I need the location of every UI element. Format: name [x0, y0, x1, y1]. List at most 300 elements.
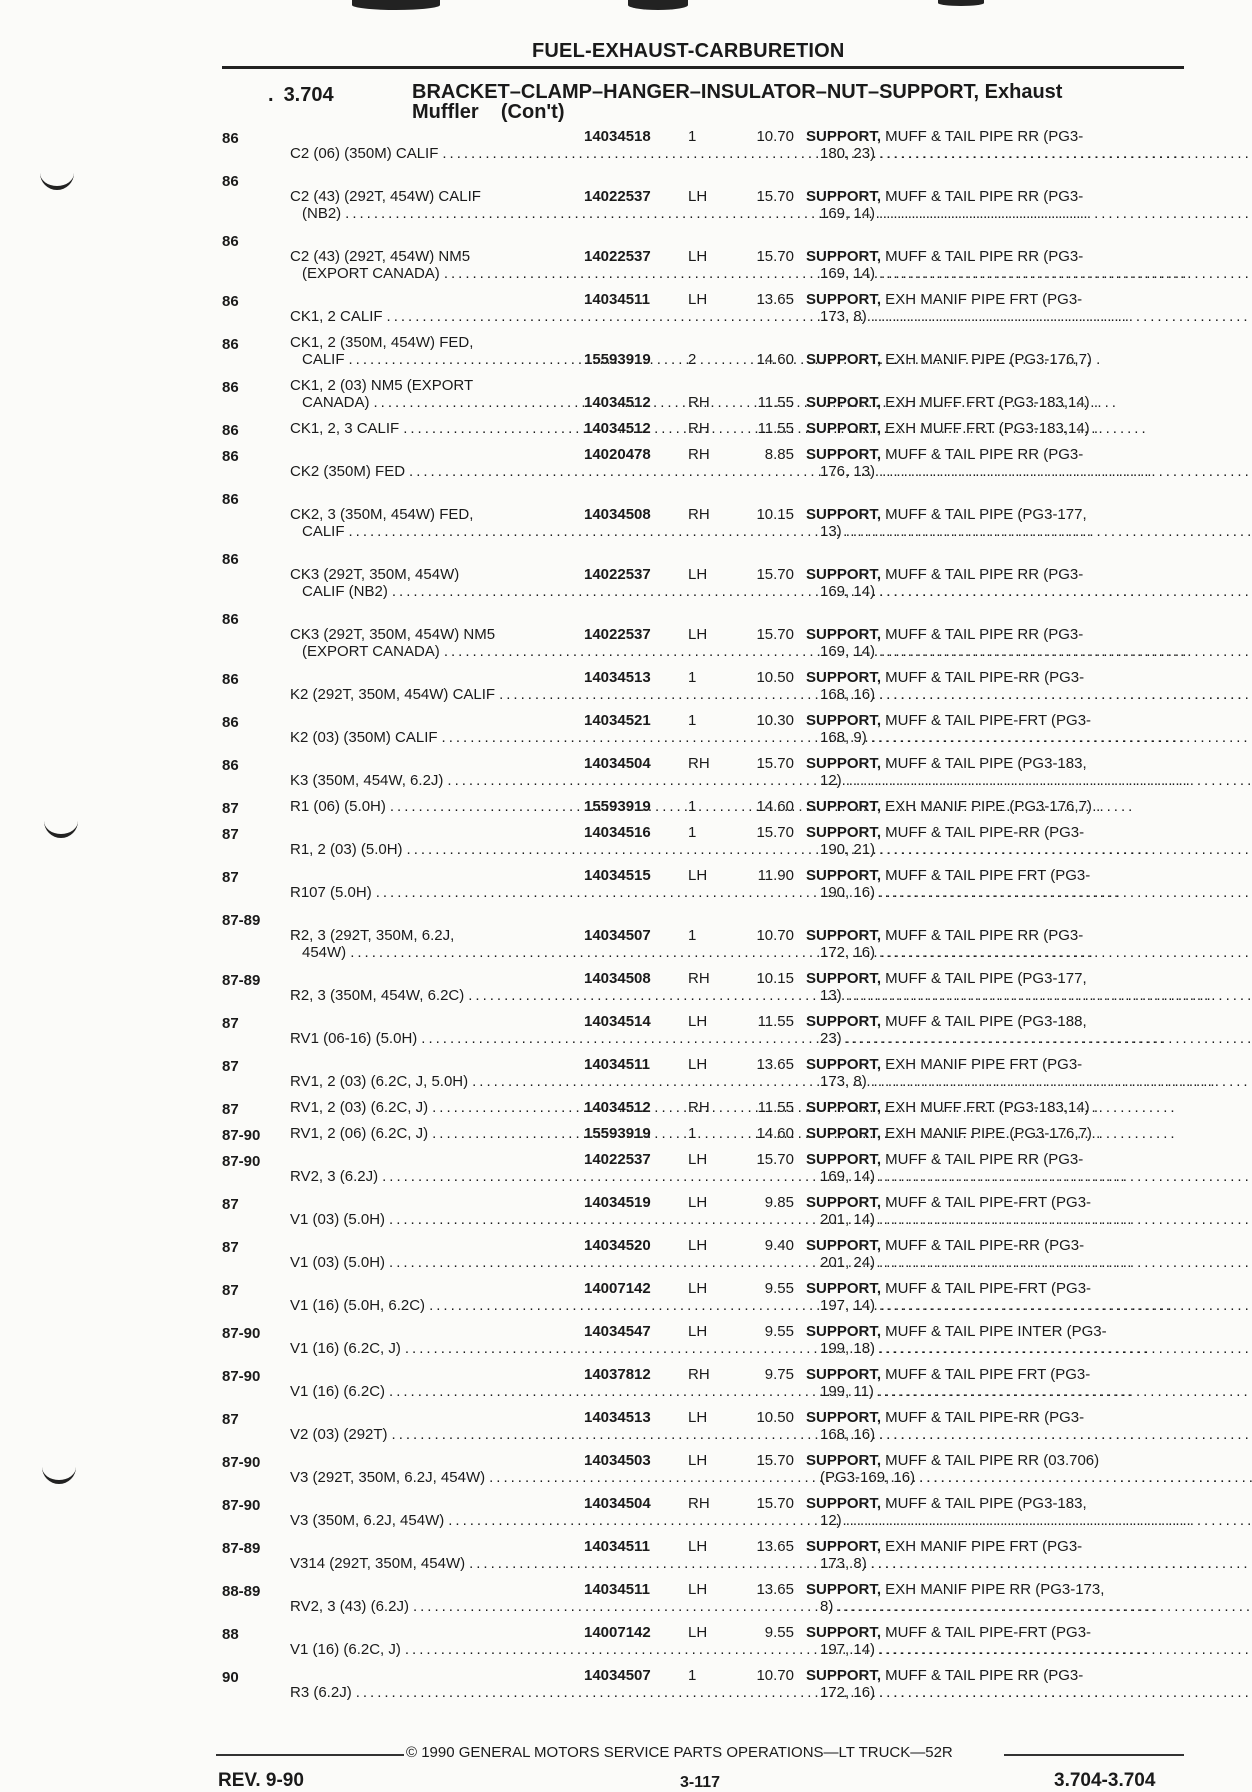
application-text: V1 (16) (6.2C, J)	[290, 1641, 401, 1658]
application-line	[290, 686, 580, 703]
quantity: 1	[688, 798, 697, 815]
description-text: 169, 14)	[820, 205, 876, 222]
dot-leader	[385, 1211, 1134, 1228]
model-year: 87-90	[222, 1325, 261, 1342]
description-text: 190, 16)	[820, 884, 876, 901]
application	[290, 841, 580, 858]
table-row	[222, 231, 1187, 282]
dot-leader	[385, 1383, 1134, 1400]
part-info	[580, 1194, 806, 1211]
model-year: 86	[222, 491, 239, 508]
model-year: 86	[222, 336, 239, 353]
part-number: 14034514	[584, 1013, 651, 1030]
application-line	[290, 798, 580, 815]
model-year: 90	[222, 1669, 239, 1686]
description-line: SUPPORT, MUFF & TAIL PIPE-FRT (PG3-	[806, 712, 1092, 729]
application-line	[290, 1512, 580, 1529]
price: 13.65	[756, 1538, 794, 1555]
quantity: RH	[688, 1495, 710, 1512]
catalog-number-text: 3.704	[283, 84, 334, 106]
quantity: LH	[688, 188, 708, 205]
quantity: LH	[688, 1056, 708, 1073]
table-row	[222, 420, 1187, 437]
description-line: SUPPORT, MUFF & TAIL PIPE (PG3-188,	[806, 1013, 1087, 1030]
application-line	[290, 772, 580, 789]
application	[290, 1125, 580, 1142]
part-number: 14034504	[584, 1495, 651, 1512]
dot-leader	[428, 1125, 1177, 1142]
application-text: (EXPORT CANADA)	[302, 265, 440, 282]
quantity: LH	[688, 1581, 708, 1598]
quantity: RH	[688, 394, 710, 411]
price: 14.60	[756, 351, 794, 368]
application-line: CK1, 2 (350M, 454W) FED,	[290, 334, 474, 351]
model-year: 87-90	[222, 1454, 261, 1471]
application-line: CK3 (292T, 350M, 454W)	[290, 566, 460, 583]
part-number: 14022537	[584, 566, 651, 583]
table-row	[222, 1538, 1187, 1572]
dot-leader	[401, 1340, 1150, 1357]
application-line	[290, 1073, 580, 1090]
punch-hole-mark	[44, 816, 78, 838]
part-number: 14034520	[584, 1237, 651, 1254]
model-year: 86	[222, 130, 239, 147]
binding-mark	[628, 0, 688, 10]
price: 15.70	[756, 188, 794, 205]
table-row	[222, 549, 1187, 600]
application-text: CK2 (350M) FED	[290, 463, 406, 480]
dot-leader	[440, 265, 1189, 282]
part-number: 15593919	[584, 1125, 651, 1142]
quantity: LH	[688, 248, 708, 265]
part-number: 14034547	[584, 1323, 651, 1340]
description-text: 23)	[820, 1030, 842, 1047]
description-text: 197, 14)	[820, 1641, 876, 1658]
part-number: 15593919	[584, 798, 651, 815]
quantity: 1	[688, 1667, 697, 1684]
part-number: 14022537	[584, 1151, 651, 1168]
description-line: SUPPORT, EXH MANIF PIPE FRT (PG3-	[806, 1056, 1083, 1073]
part-info	[580, 867, 806, 884]
price: 15.70	[756, 1495, 794, 1512]
price: 13.65	[756, 1581, 794, 1598]
quantity: RH	[688, 1366, 710, 1383]
table-row	[222, 1452, 1187, 1486]
description-line: SUPPORT, MUFF & TAIL PIPE FRT (PG3-	[806, 867, 1091, 884]
application-text: CALIF	[302, 351, 345, 368]
part-info	[580, 291, 806, 308]
application	[290, 1383, 580, 1400]
dot-leader	[372, 884, 1121, 901]
application-line	[290, 420, 580, 437]
application-text: CANADA)	[302, 394, 370, 411]
table-row	[222, 755, 1187, 789]
model-year: 86	[222, 379, 239, 396]
part-info	[580, 755, 806, 772]
table-row	[222, 1237, 1187, 1271]
dot-leader	[440, 643, 1189, 660]
model-year: 86	[222, 714, 239, 731]
dot-leader	[428, 1099, 1177, 1116]
model-year: 86	[222, 293, 239, 310]
application-line	[290, 1340, 580, 1357]
table-row	[222, 669, 1187, 703]
application-text: RV1, 2 (06) (6.2C, J)	[290, 1125, 429, 1142]
dot-leader	[438, 145, 1187, 162]
part-info	[580, 1495, 806, 1512]
part-number: 14034513	[584, 1409, 651, 1426]
application	[290, 566, 580, 600]
application-text: RV2, 3 (6.2J)	[290, 1168, 379, 1185]
application	[290, 377, 580, 411]
application	[290, 1598, 580, 1615]
description-line: SUPPORT, MUFF & TAIL PIPE RR (PG3-	[806, 248, 1084, 265]
price: 9.55	[764, 1280, 794, 1297]
category-line-2: Muffler (Con't)	[412, 101, 565, 123]
dot-leader	[383, 308, 1132, 325]
table-row	[222, 1194, 1187, 1228]
model-year: 87-89	[222, 912, 261, 929]
description-line: SUPPORT, MUFF & TAIL PIPE RR (PG3-	[806, 566, 1084, 583]
binding-mark	[352, 0, 440, 10]
application-text: RV1 (06-16) (5.0H)	[290, 1030, 418, 1047]
description-text: 173, 8)	[820, 1073, 867, 1090]
table-row	[222, 171, 1187, 222]
description-line: SUPPORT, EXH MUFF FRT (PG3-183,14) .	[806, 1099, 1099, 1116]
application-line	[290, 1555, 580, 1572]
part-number: 14034507	[584, 927, 651, 944]
quantity: LH	[688, 626, 708, 643]
application-text: (NB2)	[302, 205, 342, 222]
table-row	[222, 1323, 1187, 1357]
table-row	[222, 291, 1187, 325]
price: 14.60	[756, 1125, 794, 1142]
part-number: 14034512	[584, 394, 651, 411]
description-line: SUPPORT, MUFF & TAIL PIPE RR (PG3-	[806, 927, 1084, 944]
description-text: 8)	[820, 1598, 834, 1615]
description-line: SUPPORT, MUFF & TAIL PIPE RR (PG3-	[806, 626, 1084, 643]
price: 10.70	[756, 1667, 794, 1684]
application-text: V1 (03) (5.0H)	[290, 1211, 386, 1228]
description-text: 199, 18)	[820, 1340, 876, 1357]
application-text: R2, 3 (350M, 454W, 6.2C)	[290, 987, 465, 1004]
part-number: 14037812	[584, 1366, 651, 1383]
dot-leader	[388, 1426, 1137, 1443]
quantity: LH	[688, 1013, 708, 1030]
catalog-number	[268, 84, 334, 107]
model-year: 87-89	[222, 972, 261, 989]
application-line	[290, 987, 580, 1004]
application-text: V1 (03) (5.0H)	[290, 1254, 386, 1271]
part-info	[580, 248, 806, 265]
application-line	[290, 1125, 580, 1142]
quantity: LH	[688, 1237, 708, 1254]
price: 13.65	[756, 291, 794, 308]
model-year: 87	[222, 826, 239, 843]
part-info	[580, 128, 806, 145]
quantity: 1	[688, 128, 697, 145]
model-year: 87	[222, 869, 239, 886]
application	[290, 1340, 580, 1357]
section-title: FUEL-EXHAUST-CARBURETION	[532, 40, 845, 62]
application	[290, 772, 580, 789]
quantity: LH	[688, 1624, 708, 1641]
dot-leader	[444, 1512, 1193, 1529]
model-year: 87	[222, 1411, 239, 1428]
application	[290, 987, 580, 1004]
application-line	[290, 1211, 580, 1228]
description-text: 13)	[820, 523, 842, 540]
application-line	[290, 1254, 580, 1271]
description-text: 12)	[820, 1512, 842, 1529]
part-number: 14007142	[584, 1624, 651, 1641]
description-line: SUPPORT, EXH MANIF PIPE FRT (PG3-	[806, 1538, 1083, 1555]
application	[290, 1684, 580, 1701]
application-line	[290, 841, 580, 858]
application-line	[290, 523, 580, 540]
price: 15.70	[756, 626, 794, 643]
price: 11.55	[757, 1099, 794, 1116]
price: 11.55	[757, 1013, 794, 1030]
application	[290, 145, 580, 162]
dot-leader	[401, 1641, 1150, 1658]
application-line	[290, 265, 580, 282]
table-row	[222, 1125, 1187, 1142]
application-text: V314 (292T, 350M, 454W)	[290, 1555, 466, 1572]
description-line: SUPPORT, MUFF & TAIL PIPE-RR (PG3-	[806, 824, 1085, 841]
application-text: R3 (6.2J)	[290, 1684, 352, 1701]
dot-leader	[443, 772, 1192, 789]
application	[290, 798, 580, 815]
application-line	[290, 394, 580, 411]
quantity: RH	[688, 446, 710, 463]
dot-leader	[399, 420, 1148, 437]
application-text: RV2, 3 (43) (6.2J)	[290, 1598, 409, 1615]
description-line: SUPPORT, MUFF & TAIL PIPE INTER (PG3-	[806, 1323, 1107, 1340]
part-number: 14022537	[584, 626, 651, 643]
application	[290, 1469, 580, 1486]
part-info	[580, 1667, 806, 1684]
application-line	[290, 1469, 580, 1486]
description-line: SUPPORT, MUFF & TAIL PIPE RR (03.706)	[806, 1452, 1100, 1469]
part-info	[580, 712, 806, 729]
model-year: 87	[222, 1196, 239, 1213]
category-heading	[412, 82, 1192, 122]
application-text: V1 (16) (6.2C)	[290, 1383, 386, 1400]
description-text: 180, 23)	[820, 145, 876, 162]
model-year: 87	[222, 1239, 239, 1256]
description-text: 169, 14)	[820, 265, 876, 282]
quantity: LH	[688, 1280, 708, 1297]
part-info	[580, 1409, 806, 1426]
model-year: 87	[222, 1282, 239, 1299]
part-info	[580, 626, 806, 643]
application-line	[290, 1426, 580, 1443]
description-line: SUPPORT, EXH MANIF PIPE (PG3-176,7) .	[806, 1125, 1101, 1142]
description-line: SUPPORT, MUFF & TAIL PIPE RR (PG3-	[806, 188, 1084, 205]
dot-leader	[352, 1684, 1101, 1701]
application-text: C2 (06) (350M) CALIF	[290, 145, 439, 162]
part-info	[580, 1366, 806, 1383]
description-line: SUPPORT, MUFF & TAIL PIPE RR (PG3-	[806, 1151, 1084, 1168]
application-line: CK1, 2 (03) NM5 (EXPORT	[290, 377, 474, 394]
dot-leader	[464, 987, 1213, 1004]
dot-leader	[417, 1030, 1166, 1047]
footer-rule-right	[1004, 1754, 1184, 1756]
price: 15.70	[756, 755, 794, 772]
application-line	[290, 583, 580, 600]
application-text: CALIF	[302, 523, 345, 540]
description-text: 172, 16)	[820, 1684, 876, 1701]
application	[290, 420, 580, 437]
description-line: SUPPORT, MUFF & TAIL PIPE-FRT (PG3-	[806, 1280, 1092, 1297]
price: 10.50	[756, 669, 794, 686]
description-text: 176, 13)	[820, 463, 876, 480]
price: 10.70	[756, 927, 794, 944]
application	[290, 1641, 580, 1658]
application	[290, 188, 580, 222]
part-info	[580, 188, 806, 205]
price: 15.70	[756, 1452, 794, 1469]
model-year: 87-90	[222, 1497, 261, 1514]
table-row	[222, 970, 1187, 1004]
quantity: LH	[688, 1538, 708, 1555]
application-line	[290, 1168, 580, 1185]
price: 15.70	[756, 1151, 794, 1168]
part-info	[580, 927, 806, 944]
description-text: 172, 16)	[820, 944, 876, 961]
part-number: 14034513	[584, 669, 651, 686]
application-text: 454W)	[302, 944, 347, 961]
description-text: 173, 8)	[820, 1555, 867, 1572]
part-number: 14007142	[584, 1280, 651, 1297]
description-text: 168, 16)	[820, 1426, 876, 1443]
description-line: SUPPORT, MUFF & TAIL PIPE-FRT (PG3-	[806, 1624, 1092, 1641]
revision: REV. 9-90	[218, 1770, 304, 1791]
application-text: (EXPORT CANADA)	[302, 643, 440, 660]
header-rule	[222, 66, 1184, 69]
description-line: SUPPORT, MUFF & TAIL PIPE-FRT (PG3-	[806, 1194, 1092, 1211]
table-row	[222, 1151, 1187, 1185]
application	[290, 334, 580, 368]
application-text: K2 (03) (350M) CALIF	[290, 729, 438, 746]
part-number: 14034511	[584, 1538, 650, 1555]
description-text: 201, 24)	[820, 1254, 876, 1271]
description-line: SUPPORT, EXH MUFF FRT (PG3-183,14) .	[806, 420, 1099, 437]
model-year: 86	[222, 757, 239, 774]
part-number: 14034511	[584, 291, 650, 308]
application-line: C2 (43) (292T, 454W) CALIF	[290, 188, 481, 205]
part-number: 14034504	[584, 755, 651, 772]
application	[290, 1297, 580, 1314]
part-number: 14034503	[584, 1452, 651, 1469]
binding-mark	[938, 0, 984, 6]
dot-leader	[465, 1555, 1214, 1572]
description-text: 190, 21)	[820, 841, 876, 858]
quantity: LH	[688, 1151, 708, 1168]
price: 10.70	[756, 128, 794, 145]
part-number: 15593919	[584, 351, 651, 368]
model-year: 87-90	[222, 1127, 261, 1144]
application	[290, 1512, 580, 1529]
part-number: 14034516	[584, 824, 651, 841]
application	[290, 686, 580, 703]
model-year: 86	[222, 422, 239, 439]
quantity: RH	[688, 420, 710, 437]
part-number: 14034512	[584, 420, 651, 437]
part-info	[580, 1452, 806, 1469]
page-number: 3-117	[680, 1774, 721, 1791]
price: 15.70	[756, 248, 794, 265]
quantity: RH	[688, 506, 710, 523]
price: 9.85	[764, 1194, 794, 1211]
part-info	[580, 1013, 806, 1030]
application	[290, 1030, 580, 1047]
table-row	[222, 1495, 1187, 1529]
application	[290, 1073, 580, 1090]
dot-leader	[438, 729, 1187, 746]
part-info	[580, 1581, 806, 1598]
description-text: (PG3-169, 16)	[820, 1469, 916, 1486]
application	[290, 308, 580, 325]
application-text: RV1, 2 (03) (6.2C, J, 5.0H)	[290, 1073, 469, 1090]
footer-rule-left	[216, 1754, 404, 1756]
description-line: SUPPORT, MUFF & TAIL PIPE RR (PG3-	[806, 128, 1084, 145]
part-number: 14034518	[584, 128, 651, 145]
description-text: 201, 14)	[820, 1211, 876, 1228]
application-line: R2, 3 (292T, 350M, 6.2J,	[290, 927, 455, 944]
description-line: SUPPORT, MUFF & TAIL PIPE-RR (PG3-	[806, 669, 1085, 686]
application	[290, 1426, 580, 1443]
quantity: 1	[688, 1125, 697, 1142]
price: 9.55	[764, 1624, 794, 1641]
table-row	[222, 1099, 1187, 1116]
dot-leader	[345, 523, 1094, 540]
application-text: K3 (350M, 454W, 6.2J)	[290, 772, 444, 789]
dot-leader	[425, 1297, 1174, 1314]
application	[290, 1168, 580, 1185]
dot-leader	[346, 944, 1095, 961]
price: 10.50	[756, 1409, 794, 1426]
dot-leader	[495, 686, 1244, 703]
description-text: 199, 11)	[820, 1383, 874, 1400]
quantity: LH	[688, 1409, 708, 1426]
part-info	[580, 1056, 806, 1073]
description-line: SUPPORT, EXH MUFF FRT (PG3-183,14) .	[806, 394, 1099, 411]
description-line: SUPPORT, MUFF & TAIL PIPE-RR (PG3-	[806, 1237, 1085, 1254]
description-text: 197, 14)	[820, 1297, 876, 1314]
quantity: 1	[688, 669, 697, 686]
model-year: 86	[222, 233, 239, 250]
description-text: 169, 14)	[820, 643, 876, 660]
description-text: 173, 8)	[820, 308, 867, 325]
quantity: LH	[688, 566, 708, 583]
application-text: V2 (03) (292T)	[290, 1426, 388, 1443]
part-info	[580, 824, 806, 841]
model-year: 87-89	[222, 1540, 261, 1557]
punch-hole-mark	[40, 168, 74, 190]
model-year: 87	[222, 800, 239, 817]
copyright: © 1990 GENERAL MOTORS SERVICE PARTS OPERATIONS—LT TRUCK—52R	[406, 1744, 953, 1761]
price: 14.60	[756, 798, 794, 815]
application-line	[290, 1099, 580, 1116]
part-info	[580, 1280, 806, 1297]
part-info	[580, 566, 806, 583]
application	[290, 1555, 580, 1572]
table-row	[222, 377, 1187, 411]
dot-leader	[385, 1254, 1134, 1271]
description-line: SUPPORT, EXH MANIF PIPE FRT (PG3-	[806, 291, 1083, 308]
